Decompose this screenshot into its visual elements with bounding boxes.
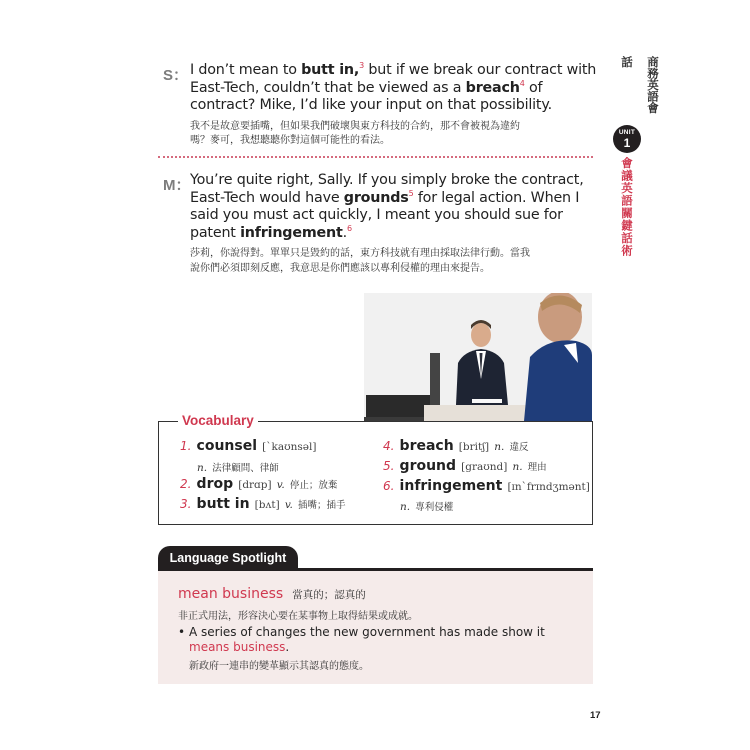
spotlight-example-chinese: 新政府一連串的變革顯示其認真的態度。 [189, 661, 369, 672]
page-number: 17 [590, 710, 601, 721]
dialogue-text: but if we break our contract with East-Tech, couldn’t that be viewed as a [190, 62, 597, 96]
unit-label: UNIT [618, 129, 636, 136]
spotlight-description: 非正式用法，形容決心要在某事物上取得結果或成就。 [178, 611, 418, 622]
dialogue-chinese: 莎莉，你說得對。單單只是毀約的話，東方科技就有理由採取法律行動。當我 說你們必須即刻反應，我意思是你們應該以專利侵權的理由來提告。 [190, 248, 530, 274]
vocab-item: 1. counsel [ˋkaʊnsəl] [180, 438, 317, 454]
spotlight-phrase: mean business [178, 586, 284, 602]
footnote-marker: 3 [359, 61, 364, 70]
vocab-item: 5. ground [graʊnd] n. 理由 [383, 458, 547, 474]
dialogue-text: . [342, 224, 347, 241]
dialogue-block-m [163, 172, 603, 276]
unit-badge [613, 125, 641, 153]
language-spotlight [158, 546, 593, 684]
dialogue-english [190, 62, 603, 115]
dotted-divider [158, 156, 593, 158]
dialogue-english [190, 172, 603, 242]
spotlight-content [158, 571, 593, 684]
dialogue-text: for legal action. When I said you must act quickly, I meant you should sue for patent [190, 189, 580, 241]
vocab-item: 6. infringement [ɪnˋfrɪndʒmənt] [383, 478, 590, 494]
spotlight-example: • A series of changes the new government has made show it means business. [178, 625, 545, 654]
vocab-definition: n. 專利侵權 [400, 501, 454, 513]
business-meeting-photo [364, 293, 592, 421]
spotlight-phrase-meaning: 當真的；認真的 [292, 589, 366, 601]
spotlight-title: Language Spotlight [158, 546, 298, 570]
unit-sidebar [614, 56, 660, 257]
vocab-item: 2. drop [drɑp] v. 停止；放棄 [180, 476, 338, 492]
footnote-marker: 5 [408, 188, 414, 198]
spotlight-phrase-row [178, 583, 366, 602]
dialogue-block-s [163, 62, 603, 149]
unit-title: 會議英語關鍵話術 [620, 157, 634, 257]
vocab-item: 3. butt in [bʌt] v. 插嘴；插手 [180, 496, 346, 512]
dialogue-text: of contract? Mike, I’d like your input on that possibility. [190, 79, 552, 113]
dialogue-text: I don’t mean to [190, 62, 302, 78]
vocab-definition: n. 法律顧問、律師 [197, 462, 279, 474]
vocab-item: 4. breach [britʃ] n. 違反 [383, 438, 529, 454]
highlighted-phrase: means business [189, 639, 286, 654]
meeting-illustration [364, 293, 592, 421]
vocab-term: butt in, [301, 62, 360, 78]
book-title: 商務英語會話 [620, 56, 660, 114]
dialogue-chinese: 我不是故意要插嘴，但如果我們破壞與東方科技的合約，那不會被視為違約 嗎？麥可，我想聽聽你對這個可能性的看法。 [190, 120, 520, 146]
speaker-label: S： [163, 67, 189, 84]
vocab-term: infringement [240, 224, 343, 241]
unit-number: 1 [623, 136, 631, 150]
vocab-term: grounds [343, 189, 409, 206]
bullet-icon: • [178, 625, 186, 639]
speaker-label: M： [163, 177, 191, 194]
dialogue-text: You’re quite right, Sally. If you simply broke the contract, East-Tech would have [190, 172, 584, 206]
footnote-marker: 6 [347, 223, 352, 233]
vocabulary-title: Vocabulary [178, 413, 258, 428]
footnote-marker: 4 [519, 78, 525, 88]
vocab-term: breach [465, 79, 520, 96]
